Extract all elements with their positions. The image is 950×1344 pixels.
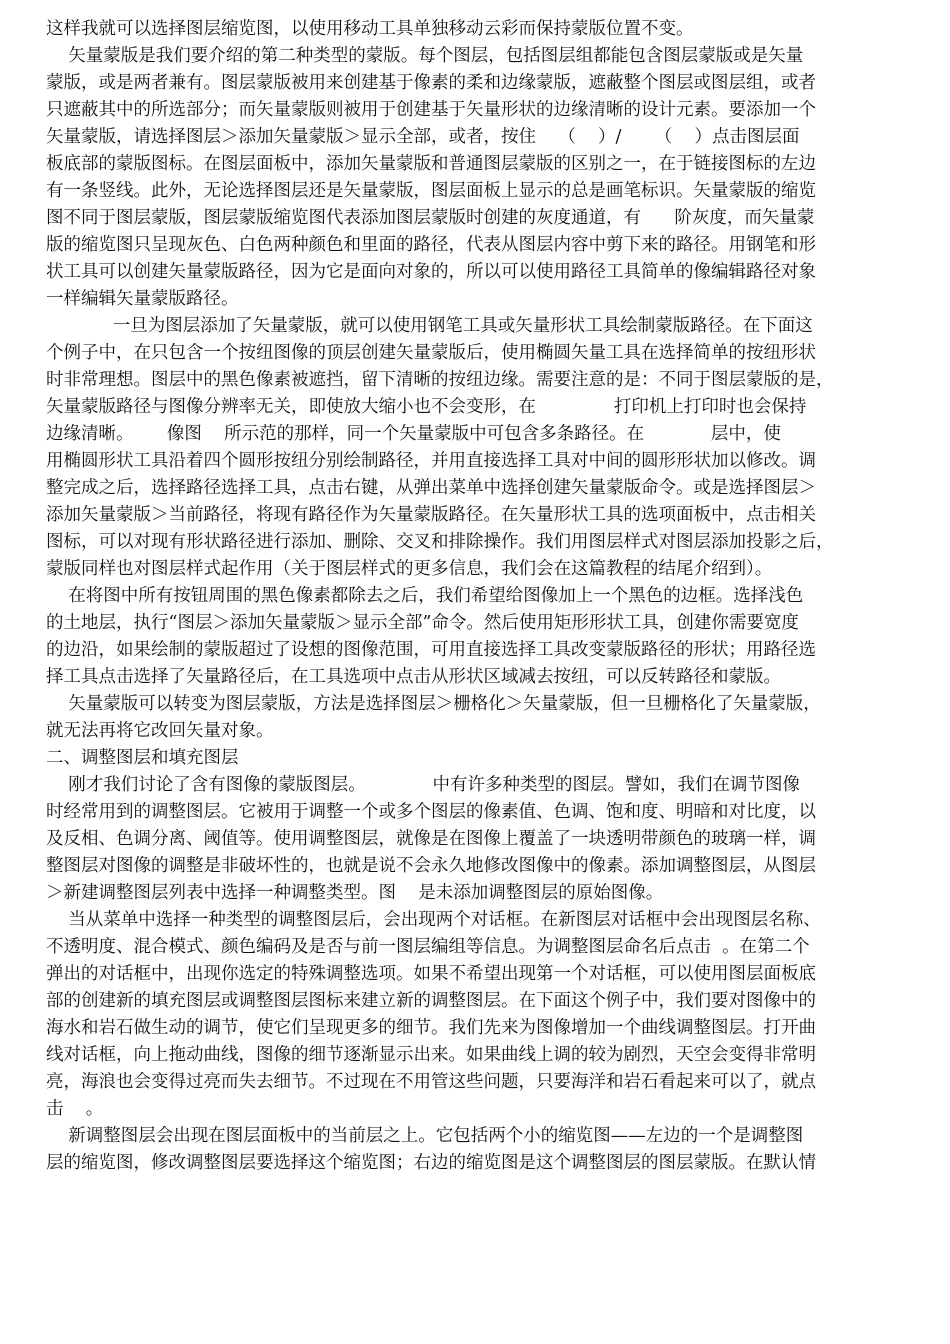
text-line: 添加矢量蒙版＞当前路径，将现有路径作为矢量蒙版路径。在矢量形状工具的选项面板中，点击相关 xyxy=(46,505,816,525)
text-line: 边缘清晰。 像图 所示范的那样，同一个矢量蒙版中可包含多条路径。在 层中，使 xyxy=(46,424,781,444)
document-page xyxy=(46,16,906,1177)
text-line: 状工具可以创建矢量蒙版路径，因为它是面向对象的，所以可以使用路径工具简单的像编辑路径对象 xyxy=(46,262,816,282)
text-line: 矢量蒙版是我们要介绍的第二种类型的蒙版。每个图层，包括图层组都能包含图层蒙版或是矢量 xyxy=(46,46,804,66)
text-line: 的边沿，如果绘制的蒙版超过了设想的图像范围，可用直接选择工具改变蒙版路径的形状；用路径选 xyxy=(46,640,816,660)
text-line: 矢量蒙版可以转变为图层蒙版，方法是选择图层＞栅格化＞矢量蒙版，但一旦栅格化了矢量蒙版， xyxy=(46,694,821,714)
text-line: 弹出的对话框中，出现你选定的特殊调整选项。如果不希望出现第一个对话框，可以使用图层面板底 xyxy=(46,964,816,984)
text-line: 择工具点击选择了矢量路径后，在工具选项中点击从形状区域减去按纽，可以反转路径和蒙版。 xyxy=(46,667,781,687)
text-line: 图标，可以对现有形状路径进行添加、删除、交叉和排除操作。我们用图层样式对图层添加投影之后， xyxy=(46,532,834,552)
text-line: 矢量蒙版，请选择图层＞添加矢量蒙版＞显示全部，或者，按住 （ ）/ （ ）点击图层面 xyxy=(46,127,800,147)
text-line: 时经常用到的调整图层。它被用于调整一个或多个图层的像素值、色调、饱和度、明暗和对比度，以 xyxy=(46,802,816,822)
text-line: 用椭圆形状工具沿着四个圆形按纽分别绘制路径，并用直接选择工具对中间的圆形形状加以修改。调 xyxy=(46,451,816,471)
text-line: 在将图中所有按钮周围的黑色像素都除去之后，我们希望给图像加上一个黑色的边框。选择浅色 xyxy=(46,586,804,606)
text-line: 只遮蔽其中的所选部分；而矢量蒙版则被用于创建基于矢量形状的边缘清晰的设计元素。要添加一个 xyxy=(46,100,816,120)
text-line: 图不同于图层蒙版，图层蒙版缩览图代表添加图层蒙版时创建的灰度通道，有 阶灰度，而矢量蒙 xyxy=(46,208,815,228)
text-line: 的土地层，执行“图层＞添加矢量蒙版＞显示全部”命令。然后使用矩形形状工具，创建你需要宽度 xyxy=(46,613,799,633)
text-line: 刚才我们讨论了含有图像的蒙版图层。 中有许多种类型的图层。譬如，我们在调节图像 xyxy=(46,775,801,795)
text-line: 一样编辑矢量蒙版路径。 xyxy=(46,289,239,309)
text-line: 矢量蒙版路径与图像分辨率无关，即使放大缩小也不会变形，在 打印机上打印时也会保持 xyxy=(46,397,807,417)
text-line: ＞新建调整图层列表中选择一种调整类型。图 是未添加调整图层的原始图像。 xyxy=(46,883,664,903)
text-line: 当从菜单中选择一种类型的调整图层后，会出现两个对话框。在新图层对话框中会出现图层名称、 xyxy=(46,910,821,930)
text-line: 层的缩览图，修改调整图层要选择这个缩览图；右边的缩览图是这个调整图层的图层蒙版。在默认情 xyxy=(46,1153,816,1173)
text-line: 整图层对图像的调整是非破坏性的，也就是说不会永久地修改图像中的像素。添加调整图层，从图层 xyxy=(46,856,816,876)
text-line: 蒙版，或是两者兼有。图层蒙版被用来创建基于像素的柔和边缘蒙版，遮蔽整个图层或图层组，或者 xyxy=(46,73,816,93)
text-line: 蒙版同样也对图层样式起作用（关于图层样式的更多信息，我们会在这篇教程的结尾介绍到）。 xyxy=(46,559,773,579)
text-line: 新调整图层会出现在图层面板中的当前层之上。它包括两个小的缩览图——左边的一个是调整图 xyxy=(46,1126,804,1146)
text-line: 板底部的蒙版图标。在图层面板中，添加矢量蒙版和普通图层蒙版的区别之一，在于链接图标的左边 xyxy=(46,154,816,174)
text-line: 这样我就可以选择图层缩览图，以使用移动工具单独移动云彩而保持蒙版位置不变。 xyxy=(46,19,694,39)
text-line: 击 。 xyxy=(46,1099,104,1119)
text-line: 有一条竖线。此外，无论选择图层还是矢量蒙版，图层面板上显示的总是画笔标识。矢量蒙版的缩览 xyxy=(46,181,816,201)
text-line: 及反相、色调分离、阈值等。使用调整图层，就像是在图像上覆盖了一块透明带颜色的玻璃一样，调 xyxy=(46,829,816,849)
text-line: 版的缩览图只呈现灰色、白色两种颜色和里面的路径，代表从图层内容中剪下来的路径。用钢笔和形 xyxy=(46,235,816,255)
text-line: 不透明度、混合模式、颜色编码及是否与前一图层编组等信息。为调整图层命名后点击 。在第二个 xyxy=(46,937,810,957)
text-line: 一旦为图层添加了矢量蒙版，就可以使用钢笔工具或矢量形状工具绘制蒙版路径。在下面这 xyxy=(46,316,813,336)
text-line: 线对话框，向上拖动曲线，图像的细节逐渐显示出来。如果曲线上调的较为剧烈，天空会变得非常明 xyxy=(46,1045,816,1065)
text-line: 部的创建新的填充图层或调整图层图标来建立新的调整图层。在下面这个例子中，我们要对图像中的 xyxy=(46,991,816,1011)
text-line: 海水和岩石做生动的调节，使它们呈现更多的细节。我们先来为图像增加一个曲线调整图层。打开曲 xyxy=(46,1018,816,1038)
text-line: 个例子中，在只包含一个按纽图像的顶层创建矢量蒙版后，使用椭圆矢量工具在选择简单的按纽形状 xyxy=(46,343,816,363)
text-line: 整完成之后，选择路径选择工具，点击右键，从弹出菜单中选择创建矢量蒙版命令。或是选择图层＞ xyxy=(46,478,816,498)
text-line: 就无法再将它改回矢量对象。 xyxy=(46,721,274,741)
text-line: 亮，海浪也会变得过亮而失去细节。不过现在不用管这些问题，只要海洋和岩石看起来可以了，就点 xyxy=(46,1072,816,1092)
section-heading: 二、调整图层和填充图层 xyxy=(46,748,239,768)
text-line: 时非常理想。图层中的黑色像素被遮挡，留下清晰的按纽边缘。需要注意的是：不同于图层蒙版的是， xyxy=(46,370,834,390)
